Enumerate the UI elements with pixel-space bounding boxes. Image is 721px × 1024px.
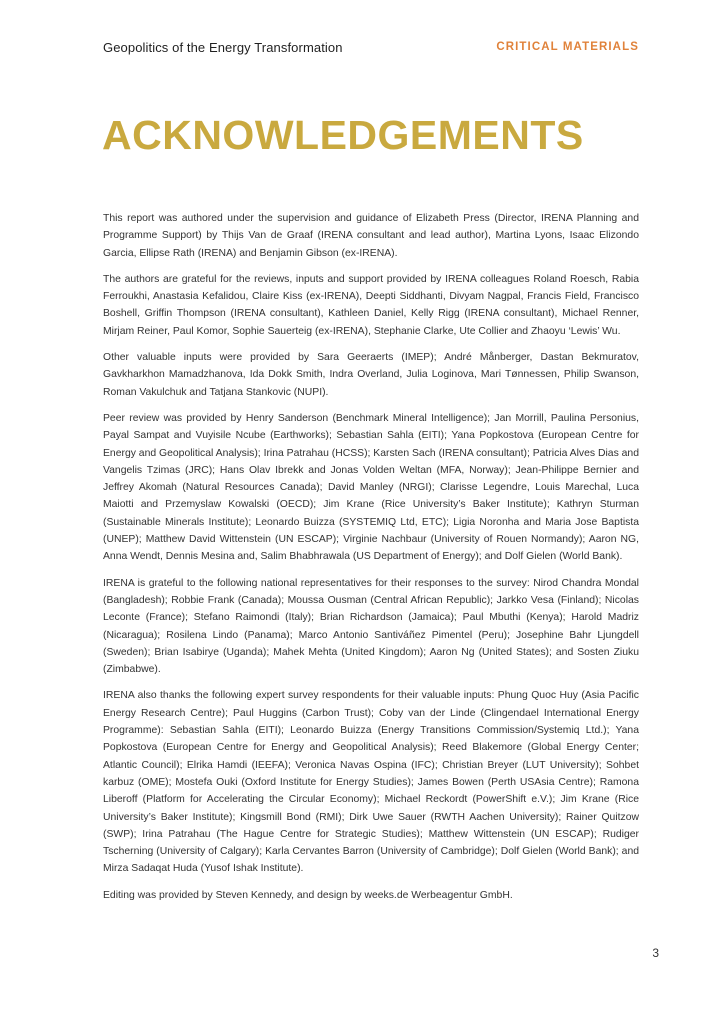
- paragraph-editing: Editing was provided by Steven Kennedy, and design by weeks.de Werbeagentur GmbH.: [103, 889, 513, 901]
- paragraph-national-representatives: IRENA is grateful to the following national representatives for their responses to the survey: Nirod Chandra Mondal (Bangladesh); Robbie Frank (Canada); Moussa Ousman (Central African Republic); Jarkko Vesa (Finland); Nicolas Leconte (France); Stefano Raimondi (Italy); Brian Richardson (Jamaica); Paul Mbuthi (Kenya); Harold Madriz (Nicaragua); Rosilena Lindo (Panama); Marco Antonio Santiváñez Pimentel (Peru); Josephine Bahr Ljungdell (Sweden); Brian Isabirye (Uganda); Mahek Mehta (United Kingdom); Aaron Ng (United States); and Sosten Ziuku (Zimbabwe).: [103, 577, 639, 676]
- section-label: CRITICAL MATERIALS: [496, 41, 639, 53]
- paragraph-irena-colleagues: The authors are grateful for the reviews, inputs and support provided by IRENA colleagues Roland Roesch, Rabia Ferroukhi, Anastasia Kefalidou, Claire Kiss (ex-IRENA), Deepti Siddhanti, Divyam Nagpal, Francis Field, Francisco Boshell, Griffin Thompson (IRENA consultant), Kathleen Daniel, Kelly Rigg (IRENA consultant), Michael Renner, Mirjam Reiner, Paul Komor, Sophie Sauerteig (ex-IRENA), Stephanie Clarke, Ute Collier and Zhaoyu ‘Lewis’ Wu.: [103, 273, 639, 337]
- paragraph-other-inputs: Other valuable inputs were provided by Sara Geeraerts (IMEP); André Månberger, Dastan Bekmuratov, Gavkharkhon Mamadzhanova, Ida Dokk Smith, Indra Overland, Julia Loginova, Mari Tønnessen, Philip Swanson, Roman Vakulchuk and Tatjana Stankovic (NUPI).: [103, 352, 639, 398]
- page-title: ACKNOWLEDGEMENTS: [102, 112, 584, 158]
- document-title: Geopolitics of the Energy Transformation: [103, 40, 343, 55]
- paragraph-peer-review: Peer review was provided by Henry Sanderson (Benchmark Mineral Intelligence); Jan Morrill, Paulina Personius, Payal Sampat and Vuyisile Ncube (Earthworks); Sebastian Sahla (EITI); Yana Popkostova (European Centre for Energy and Geopolitical Analysis); Irina Patrahau (HCSS); Karsten Sach (IRENA consultant); Patricia Alves Dias and Vangelis Tzimas (JRC); Hans Olav Ibrekk and Jonas Volden Weltan (MFA, Norway); Jean-Philippe Bernier and Jeffrey Akomah (Natural Resources Canada); David Manley (NRGI); Clarisse Legendre, Louis Marechal, Luca Maiotti and Przemyslaw Kowalski (OECD); Jim Krane (Rice University’s Baker Institute); Kathryn Sturman (Sustainable Minerals Institute); Leonardo Buizza (SYSTEMIQ Ltd, ETC); Ligia Noronha and Maria Jose Baptista (UNEP); Matthew David Wittenstein (UN ESCAP); Virginie Nachbaur (University of Rouen Normandy); Aaron NG, Anna Wendt, Dennis Mesina and, Salim Bhabhrawala (US Department of Energy); and Dolf Gielen (World Bank).: [103, 412, 639, 563]
- page-number: 3: [652, 946, 659, 960]
- acknowledgements-body: [103, 210, 639, 913]
- paragraph-expert-respondents: IRENA also thanks the following expert survey respondents for their valuable inputs: Phung Quoc Huy (Asia Pacific Energy Research Centre); Paul Huggins (Carbon Trust); Coby van der Linde (Clingendael International Energy Programme): Sebastian Sahla (EITI); Leonardo Buizza (Energy Transitions Commission/Systemiq Ltd.); Yana Popkostova (European Centre for Energy and Geopolitical Analysis); Reed Blakemore (Global Energy Center; Atlantic Council); Elrika Hamdi (IEEFA); Veronica Navas Ospina (IFC); Christian Breyer (LUT University); Sohbet karbuz (OME); Mostefa Ouki (Oxford Institute for Energy Studies); James Bowen (Perth USAsia Centre); Ramona Liberoff (Platform for Accelerating the Circular Economy); Michael Reckordt (PowerShift e.V.); Jim Krane (Rice University’s Baker Institute); Kingsmill Bond (RMI); Dirk Uwe Sauer (RWTH Aachen University); Rainer Quitzow (SWP); Irina Patrahau (The Hague Centre for Strategic Studies); Matthew Wittenstein (UN ESCAP); Rudiger Tscherning (University of Calgary); Karla Cervantes Barron (University of Cambridge); Dolf Gielen (World Bank); and Mirza Sadaqat Huda (Yusof Ishak Institute).: [103, 690, 639, 875]
- paragraph-authors: This report was authored under the supervision and guidance of Elizabeth Press (Director, IRENA Planning and Programme Support) by Thijs Van de Graaf (IRENA consultant and lead author), Martina Lyons, Isaac Elizondo Garcia, Ellipse Rath (IRENA) and Benjamin Gibson (ex-IRENA).: [103, 213, 639, 259]
